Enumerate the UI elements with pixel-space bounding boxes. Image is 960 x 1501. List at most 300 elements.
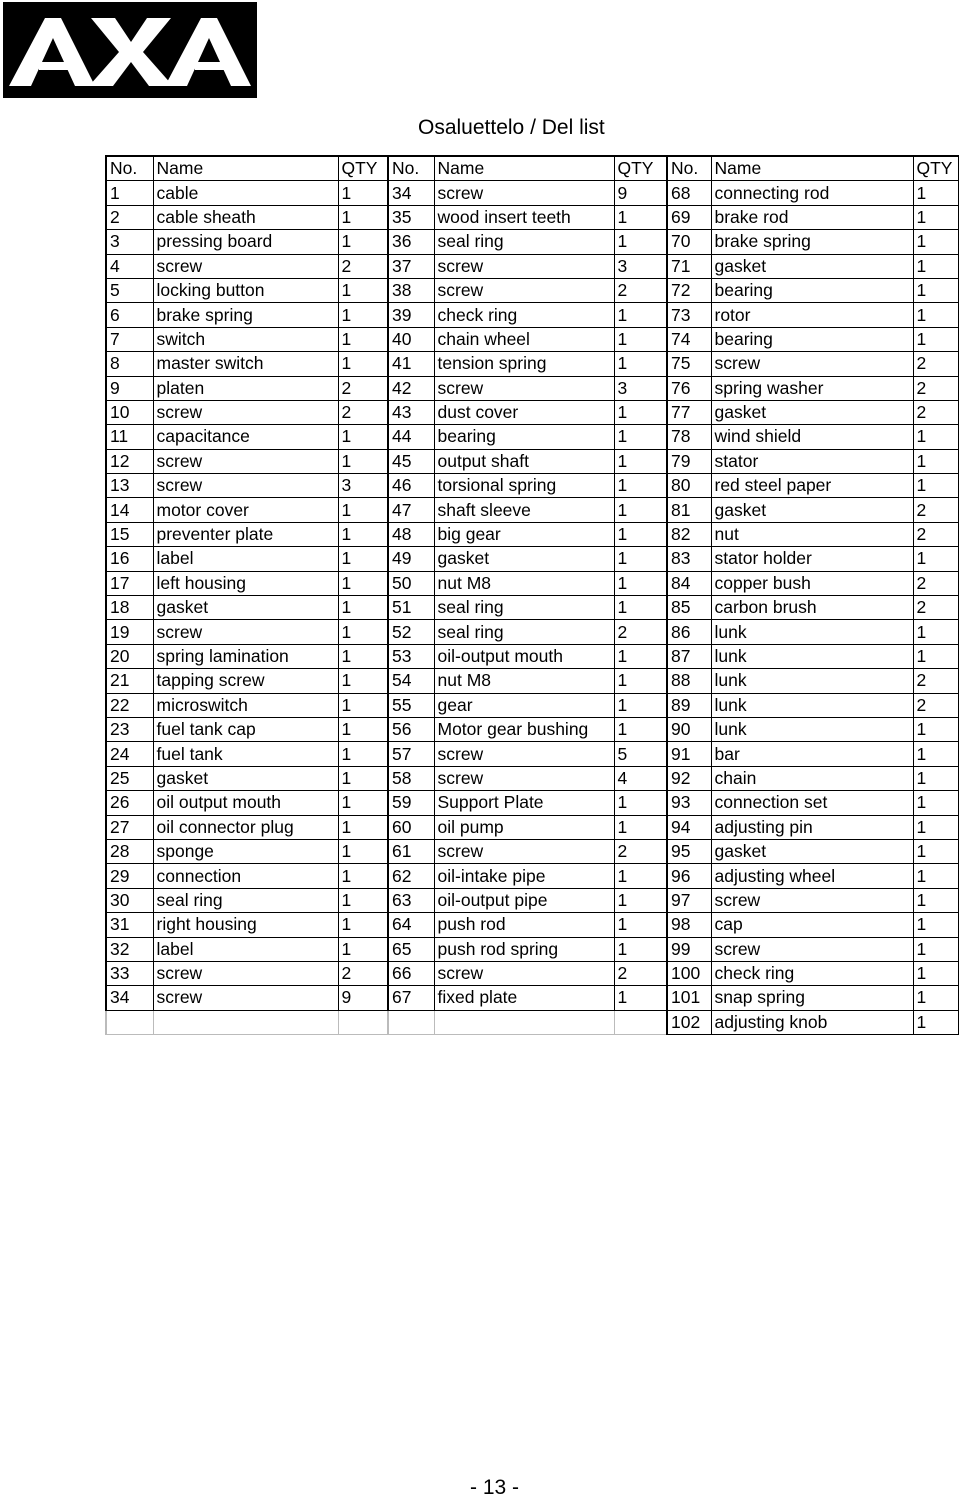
part-number-cell: 62 [388, 864, 434, 888]
part-qty-cell: 1 [614, 547, 667, 571]
part-name-cell: nut [711, 522, 913, 546]
part-name-cell: bar [711, 742, 913, 766]
part-number-cell: 82 [667, 522, 711, 546]
part-number-cell: 29 [106, 864, 153, 888]
part-number-cell: 66 [388, 961, 434, 985]
column-header: Name [711, 156, 913, 181]
part-name-cell: screw [153, 254, 338, 278]
part-name-cell: bearing [711, 327, 913, 351]
table-row [106, 278, 958, 302]
part-qty-cell: 1 [338, 717, 388, 741]
part-name-cell: screw [153, 986, 338, 1010]
part-name-cell: lunk [711, 717, 913, 741]
part-name-cell: check ring [434, 303, 614, 327]
part-qty-cell: 1 [913, 815, 958, 839]
part-qty-cell: 2 [614, 278, 667, 302]
part-qty-cell: 1 [913, 327, 958, 351]
part-number-cell: 30 [106, 888, 153, 912]
part-number-cell: 102 [667, 1010, 711, 1034]
part-qty-cell: 2 [913, 498, 958, 522]
part-name-cell: lunk [711, 620, 913, 644]
table-row [106, 839, 958, 863]
part-qty-cell: 1 [338, 230, 388, 254]
part-name-cell: adjusting wheel [711, 864, 913, 888]
part-qty-cell: 1 [913, 742, 958, 766]
table-row [106, 425, 958, 449]
part-qty-cell: 1 [913, 986, 958, 1010]
part-qty-cell: 1 [614, 400, 667, 424]
table-row [106, 400, 958, 424]
part-qty-cell: 1 [913, 278, 958, 302]
part-qty-cell: 1 [614, 449, 667, 473]
part-name-cell: tapping screw [153, 669, 338, 693]
part-number-cell: 42 [388, 376, 434, 400]
part-name-cell: capacitance [153, 425, 338, 449]
part-number-cell: 77 [667, 400, 711, 424]
part-number-cell: 84 [667, 571, 711, 595]
part-name-cell: big gear [434, 522, 614, 546]
part-number-cell: 16 [106, 547, 153, 571]
part-number-cell: 101 [667, 986, 711, 1010]
table-row [106, 864, 958, 888]
part-qty-cell: 1 [614, 522, 667, 546]
part-name-cell [434, 1010, 614, 1034]
part-name-cell: cap [711, 913, 913, 937]
part-number-cell: 19 [106, 620, 153, 644]
part-number-cell: 95 [667, 839, 711, 863]
part-qty-cell: 1 [338, 644, 388, 668]
part-number-cell: 20 [106, 644, 153, 668]
part-name-cell: screw [153, 400, 338, 424]
part-qty-cell: 1 [913, 205, 958, 229]
part-number-cell: 13 [106, 474, 153, 498]
part-name-cell: screw [434, 181, 614, 205]
part-qty-cell: 1 [614, 303, 667, 327]
table-row [106, 766, 958, 790]
part-qty-cell: 1 [614, 815, 667, 839]
part-name-cell: lunk [711, 644, 913, 668]
part-number-cell: 43 [388, 400, 434, 424]
table-row [106, 498, 958, 522]
part-qty-cell: 2 [338, 254, 388, 278]
part-qty-cell: 1 [614, 571, 667, 595]
part-name-cell: pressing board [153, 230, 338, 254]
table-row [106, 961, 958, 985]
part-number-cell [106, 1010, 153, 1034]
part-number-cell: 34 [106, 986, 153, 1010]
part-number-cell: 27 [106, 815, 153, 839]
part-qty-cell: 1 [614, 352, 667, 376]
part-number-cell: 96 [667, 864, 711, 888]
page-title: Osaluettelo / Del list [418, 116, 605, 139]
part-qty-cell: 1 [614, 425, 667, 449]
table-header-row [106, 156, 958, 181]
part-number-cell: 10 [106, 400, 153, 424]
table-row [106, 522, 958, 546]
part-name-cell: screw [153, 474, 338, 498]
part-name-cell: screw [434, 278, 614, 302]
table-row [106, 254, 958, 278]
part-number-cell: 79 [667, 449, 711, 473]
part-number-cell: 63 [388, 888, 434, 912]
part-number-cell: 98 [667, 913, 711, 937]
part-number-cell: 6 [106, 303, 153, 327]
part-name-cell: preventer plate [153, 522, 338, 546]
table-row [106, 547, 958, 571]
part-name-cell: copper bush [711, 571, 913, 595]
part-number-cell: 80 [667, 474, 711, 498]
part-number-cell: 86 [667, 620, 711, 644]
part-name-cell: fixed plate [434, 986, 614, 1010]
part-number-cell: 67 [388, 986, 434, 1010]
column-header: No. [106, 156, 153, 181]
part-number-cell: 22 [106, 693, 153, 717]
part-name-cell: seal ring [434, 620, 614, 644]
part-name-cell: gasket [153, 766, 338, 790]
part-qty-cell: 1 [614, 888, 667, 912]
part-number-cell: 70 [667, 230, 711, 254]
part-qty-cell: 1 [338, 327, 388, 351]
part-number-cell: 17 [106, 571, 153, 595]
part-name-cell: screw [434, 376, 614, 400]
part-number-cell: 69 [667, 205, 711, 229]
part-qty-cell: 5 [614, 742, 667, 766]
part-number-cell: 15 [106, 522, 153, 546]
part-number-cell: 61 [388, 839, 434, 863]
part-qty-cell: 1 [338, 791, 388, 815]
part-name-cell: adjusting knob [711, 1010, 913, 1034]
part-number-cell: 37 [388, 254, 434, 278]
part-qty-cell: 1 [913, 864, 958, 888]
part-name-cell: snap spring [711, 986, 913, 1010]
part-number-cell: 85 [667, 596, 711, 620]
part-number-cell: 92 [667, 766, 711, 790]
part-number-cell: 71 [667, 254, 711, 278]
part-name-cell: screw [434, 961, 614, 985]
part-qty-cell: 1 [913, 547, 958, 571]
part-number-cell: 90 [667, 717, 711, 741]
part-name-cell: carbon brush [711, 596, 913, 620]
part-number-cell: 8 [106, 352, 153, 376]
part-name-cell: red steel paper [711, 474, 913, 498]
table-row [106, 620, 958, 644]
part-number-cell: 56 [388, 717, 434, 741]
table-row [106, 303, 958, 327]
part-name-cell: connection [153, 864, 338, 888]
part-number-cell: 74 [667, 327, 711, 351]
part-name-cell: Support Plate [434, 791, 614, 815]
part-qty-cell: 9 [338, 986, 388, 1010]
table-row [106, 815, 958, 839]
part-qty-cell: 1 [614, 717, 667, 741]
table-row [106, 644, 958, 668]
part-name-cell: oil pump [434, 815, 614, 839]
part-number-cell: 65 [388, 937, 434, 961]
part-name-cell: nut M8 [434, 571, 614, 595]
part-name-cell: oil connector plug [153, 815, 338, 839]
part-qty-cell: 1 [614, 913, 667, 937]
part-qty-cell: 1 [614, 693, 667, 717]
part-qty-cell: 1 [338, 766, 388, 790]
part-number-cell: 36 [388, 230, 434, 254]
part-number-cell: 23 [106, 717, 153, 741]
part-name-cell: shaft sleeve [434, 498, 614, 522]
part-qty-cell: 1 [913, 888, 958, 912]
table-row [106, 717, 958, 741]
part-name-cell: microswitch [153, 693, 338, 717]
part-qty-cell: 2 [913, 693, 958, 717]
axa-logo-icon [3, 2, 257, 98]
column-header: QTY [913, 156, 958, 181]
part-name-cell: oil-output pipe [434, 888, 614, 912]
part-name-cell [153, 1010, 338, 1034]
part-qty-cell: 4 [614, 766, 667, 790]
part-name-cell: tension spring [434, 352, 614, 376]
table-row [106, 205, 958, 229]
part-number-cell: 35 [388, 205, 434, 229]
part-number-cell: 46 [388, 474, 434, 498]
part-number-cell: 73 [667, 303, 711, 327]
part-qty-cell: 1 [614, 327, 667, 351]
part-qty-cell: 1 [913, 766, 958, 790]
part-name-cell: cable sheath [153, 205, 338, 229]
part-qty-cell: 1 [913, 254, 958, 278]
part-number-cell: 93 [667, 791, 711, 815]
part-name-cell: gasket [153, 596, 338, 620]
table-row [106, 986, 958, 1010]
part-number-cell: 76 [667, 376, 711, 400]
part-qty-cell: 1 [338, 839, 388, 863]
part-number-cell: 45 [388, 449, 434, 473]
part-qty-cell: 1 [338, 864, 388, 888]
part-number-cell: 38 [388, 278, 434, 302]
part-qty-cell: 1 [338, 352, 388, 376]
part-qty-cell: 2 [913, 596, 958, 620]
page-number: - 13 - [470, 1476, 520, 1499]
part-number-cell: 31 [106, 913, 153, 937]
part-qty-cell: 1 [338, 596, 388, 620]
brand-logo [3, 2, 257, 98]
table-row [106, 693, 958, 717]
part-name-cell: spring washer [711, 376, 913, 400]
part-number-cell: 14 [106, 498, 153, 522]
part-name-cell: spring lamination [153, 644, 338, 668]
part-qty-cell: 2 [614, 620, 667, 644]
part-name-cell: lunk [711, 693, 913, 717]
part-number-cell: 9 [106, 376, 153, 400]
part-qty-cell: 1 [614, 596, 667, 620]
part-qty-cell: 3 [614, 376, 667, 400]
part-qty-cell: 1 [614, 644, 667, 668]
part-number-cell: 21 [106, 669, 153, 693]
part-number-cell: 34 [388, 181, 434, 205]
column-header: Name [434, 156, 614, 181]
part-qty-cell: 1 [614, 498, 667, 522]
part-name-cell: screw [434, 839, 614, 863]
part-number-cell: 72 [667, 278, 711, 302]
part-name-cell: fuel tank cap [153, 717, 338, 741]
table-row [106, 669, 958, 693]
part-number-cell: 60 [388, 815, 434, 839]
part-qty-cell: 1 [913, 961, 958, 985]
part-qty-cell: 2 [913, 571, 958, 595]
part-qty-cell: 1 [614, 937, 667, 961]
part-name-cell: gear [434, 693, 614, 717]
part-number-cell: 58 [388, 766, 434, 790]
part-number-cell: 11 [106, 425, 153, 449]
column-header: QTY [338, 156, 388, 181]
part-name-cell: nut M8 [434, 669, 614, 693]
column-header: QTY [614, 156, 667, 181]
part-qty-cell: 1 [913, 303, 958, 327]
part-qty-cell: 9 [614, 181, 667, 205]
part-name-cell: fuel tank [153, 742, 338, 766]
table-row [106, 596, 958, 620]
part-name-cell: left housing [153, 571, 338, 595]
part-number-cell [388, 1010, 434, 1034]
part-number-cell: 12 [106, 449, 153, 473]
part-number-cell: 7 [106, 327, 153, 351]
part-qty-cell: 2 [614, 839, 667, 863]
part-qty-cell: 1 [913, 791, 958, 815]
part-qty-cell [614, 1010, 667, 1034]
part-number-cell: 83 [667, 547, 711, 571]
part-number-cell: 48 [388, 522, 434, 546]
part-name-cell: stator [711, 449, 913, 473]
part-number-cell: 52 [388, 620, 434, 644]
part-name-cell: seal ring [434, 230, 614, 254]
part-name-cell: screw [711, 352, 913, 376]
part-number-cell: 28 [106, 839, 153, 863]
part-name-cell: gasket [711, 400, 913, 424]
part-number-cell: 54 [388, 669, 434, 693]
part-qty-cell: 1 [913, 937, 958, 961]
column-header: No. [667, 156, 711, 181]
part-number-cell: 51 [388, 596, 434, 620]
table-row [106, 474, 958, 498]
part-number-cell: 25 [106, 766, 153, 790]
part-number-cell: 53 [388, 644, 434, 668]
part-number-cell: 99 [667, 937, 711, 961]
part-qty-cell: 1 [614, 474, 667, 498]
part-number-cell: 3 [106, 230, 153, 254]
parts-list-table [105, 155, 959, 1035]
part-number-cell: 4 [106, 254, 153, 278]
part-name-cell: output shaft [434, 449, 614, 473]
part-name-cell: dust cover [434, 400, 614, 424]
part-qty-cell: 1 [338, 449, 388, 473]
part-name-cell: Motor gear bushing [434, 717, 614, 741]
part-name-cell: platen [153, 376, 338, 400]
column-header: Name [153, 156, 338, 181]
part-qty-cell: 2 [913, 352, 958, 376]
part-number-cell: 55 [388, 693, 434, 717]
part-qty-cell: 1 [338, 181, 388, 205]
part-name-cell: oil output mouth [153, 791, 338, 815]
part-name-cell: seal ring [153, 888, 338, 912]
part-number-cell: 41 [388, 352, 434, 376]
part-name-cell: push rod [434, 913, 614, 937]
table-row [106, 181, 958, 205]
part-qty-cell: 1 [913, 717, 958, 741]
table-row [106, 742, 958, 766]
part-name-cell: screw [711, 937, 913, 961]
part-name-cell: lunk [711, 669, 913, 693]
part-name-cell: check ring [711, 961, 913, 985]
part-name-cell: push rod spring [434, 937, 614, 961]
part-number-cell: 2 [106, 205, 153, 229]
table-row [106, 376, 958, 400]
part-number-cell: 64 [388, 913, 434, 937]
part-number-cell: 47 [388, 498, 434, 522]
part-number-cell: 81 [667, 498, 711, 522]
part-qty-cell: 1 [614, 864, 667, 888]
part-name-cell: screw [153, 449, 338, 473]
part-name-cell: locking button [153, 278, 338, 302]
part-qty-cell: 1 [338, 571, 388, 595]
part-number-cell: 1 [106, 181, 153, 205]
part-number-cell: 49 [388, 547, 434, 571]
part-number-cell: 5 [106, 278, 153, 302]
part-number-cell: 50 [388, 571, 434, 595]
part-name-cell: connection set [711, 791, 913, 815]
part-name-cell: bearing [711, 278, 913, 302]
part-qty-cell: 1 [614, 791, 667, 815]
part-qty-cell: 1 [913, 181, 958, 205]
part-number-cell: 59 [388, 791, 434, 815]
part-qty-cell: 1 [614, 669, 667, 693]
part-number-cell: 57 [388, 742, 434, 766]
part-number-cell: 91 [667, 742, 711, 766]
part-qty-cell: 2 [338, 376, 388, 400]
column-header: No. [388, 156, 434, 181]
part-qty-cell: 1 [338, 522, 388, 546]
part-name-cell: connecting rod [711, 181, 913, 205]
part-qty-cell: 1 [338, 205, 388, 229]
part-number-cell: 18 [106, 596, 153, 620]
part-qty-cell: 1 [614, 986, 667, 1010]
part-name-cell: right housing [153, 913, 338, 937]
part-number-cell: 78 [667, 425, 711, 449]
part-qty-cell: 2 [614, 961, 667, 985]
part-name-cell: bearing [434, 425, 614, 449]
part-name-cell: cable [153, 181, 338, 205]
part-number-cell: 100 [667, 961, 711, 985]
part-qty-cell: 2 [913, 522, 958, 546]
part-name-cell: screw [711, 888, 913, 912]
part-number-cell: 87 [667, 644, 711, 668]
part-qty-cell: 1 [338, 498, 388, 522]
part-number-cell: 24 [106, 742, 153, 766]
part-name-cell: screw [153, 961, 338, 985]
part-qty-cell: 1 [338, 693, 388, 717]
part-name-cell: motor cover [153, 498, 338, 522]
part-qty-cell: 2 [913, 400, 958, 424]
part-qty-cell: 1 [913, 1010, 958, 1034]
part-qty-cell: 2 [338, 961, 388, 985]
part-qty-cell: 1 [338, 620, 388, 644]
part-qty-cell: 1 [338, 742, 388, 766]
part-name-cell: adjusting pin [711, 815, 913, 839]
part-number-cell: 97 [667, 888, 711, 912]
part-qty-cell: 1 [338, 913, 388, 937]
table-row [106, 571, 958, 595]
table-row [106, 791, 958, 815]
table-row [106, 449, 958, 473]
part-name-cell: chain wheel [434, 327, 614, 351]
part-number-cell: 39 [388, 303, 434, 327]
part-name-cell: master switch [153, 352, 338, 376]
